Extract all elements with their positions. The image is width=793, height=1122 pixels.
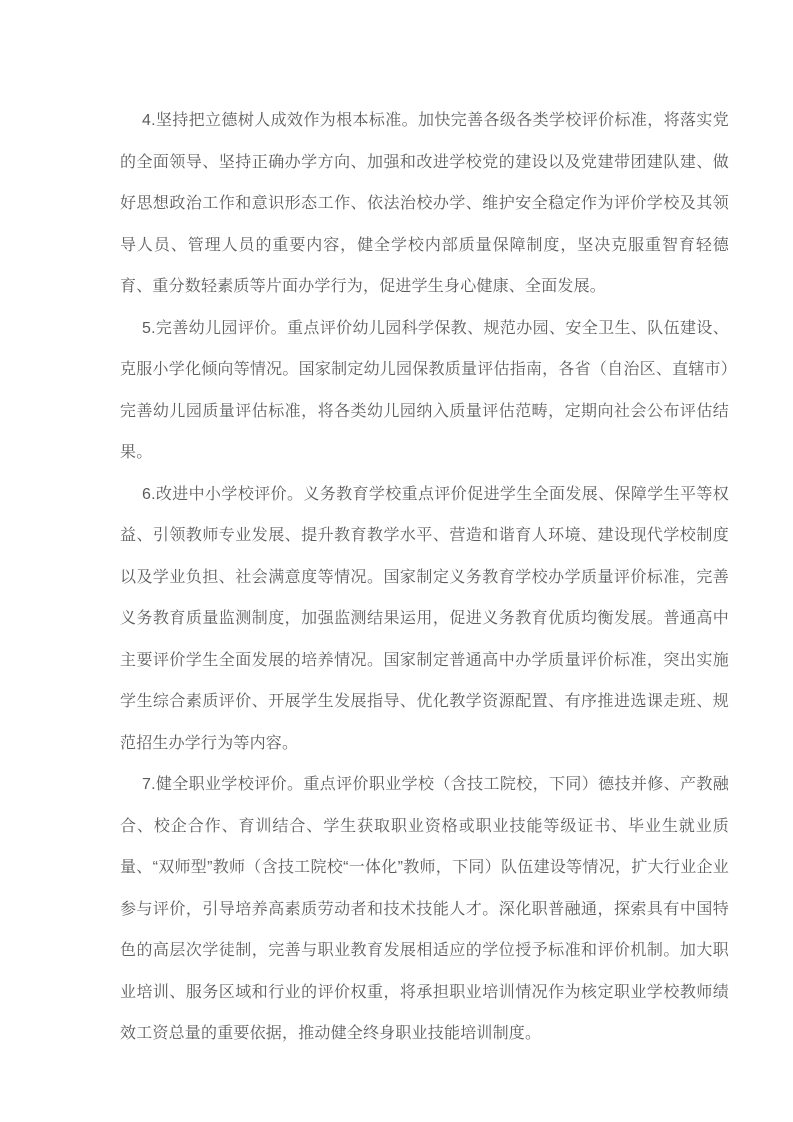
- paragraph-item-7: 7.健全职业学校评价。重点评价职业学校（含技工院校，下同）德技并修、产教融合、校企合作、育训结合、学生获取职业资格或职业技能等级证书、毕业生就业质量、“双师型”教师（含技工院校“一体化”教师，下同）队伍建设等情况，扩大行业企业参与评价，引导培养高素质劳动者和技术技能人才。深化职普融通，探索具有中国特色的高层次学徒制，完善与职业教育发展相适应的学位授予标准和评价机制。加大职业培训、服务区域和行业的评价权重，将承担职业培训情况作为核定职业学校教师绩效工资总量的重要依据，推动健全终身职业技能培训制度。: [120, 776, 729, 1042]
- document-text-block: [120, 100, 729, 1055]
- paragraph-item-6: 6.改进中小学校评价。义务教育学校重点评价促进学生全面发展、保障学生平等权益、引领教师专业发展、提升教育教学水平、营造和谐育人环境、建设现代学校制度以及学业负担、社会满意度等情况。国家制定义务教育学校办学质量评价标准，完善义务教育质量监测制度，加强监测结果运用，促进义务教育优质均衡发展。普通高中主要评价学生全面发展的培养情况。国家制定普通高中办学质量评价标准，突出实施学生综合素质评价、开展学生发展指导、优化教学资源配置、有序推进选课走班、规范招生办学行为等内容。: [120, 485, 729, 752]
- paragraph-item-5: 5.完善幼儿园评价。重点评价幼儿园科学保教、规范办园、安全卫生、队伍建设、克服小学化倾向等情况。国家制定幼儿园保教质量评估指南，各省（自治区、直辖市）完善幼儿园质量评估标准，将各类幼儿园纳入质量评估范畴，定期向社会公布评估结果。: [120, 319, 729, 461]
- paragraph-item-4: 4.坚持把立德树人成效作为根本标准。加快完善各级各类学校评价标准，将落实党的全面领导、坚持正确办学方向、加强和改进学校党的建设以及党建带团建队建、做好思想政治工作和意识形态工作、依法治校办学、维护安全稳定作为评价学校及其领导人员、管理人员的重要内容，健全学校内部质量保障制度，坚决克服重智育轻德育、重分数轻素质等片面办学行为，促进学生身心健康、全面发展。: [120, 112, 729, 295]
